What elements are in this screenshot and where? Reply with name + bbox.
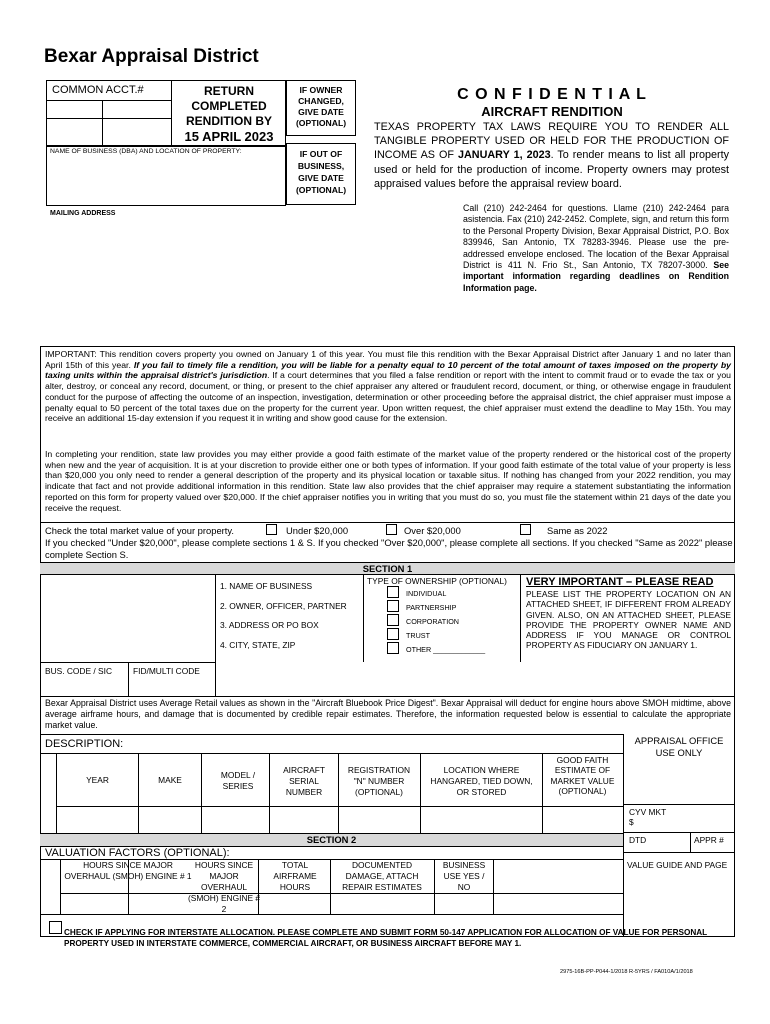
owner-changed-box[interactable]: IF OWNER CHANGED, GIVE DATE (OPTIONAL) (286, 80, 356, 136)
corporation-checkbox[interactable] (387, 614, 399, 626)
important-paragraph: IMPORTANT: This rendition covers property you owned on January 1 of this year. You must file this rendition with the Bexar Appraisal District after January 1 and no later than April 15th of this year. If you fail to timely file a rendition, you will be liable for a penalty equal to 10 percent of the total amount of taxes imposed on the property by taxing units within the appraisal district's jurisdiction. If a court determines that you filed a false rendition or report with the intent to commit fraud or to evade the tax or you alter, destroy, or conceal any record, document, or thing, or present to the chief appraiser any altered or fraudulent record, document, or thing, or otherwise engage in fraudulent conduct for the purpose of affecting the outcome of an inspection, investigation, determination or other proceeding before the appraisal district, the chief appraiser must impose a penalty equal to 50 percent of the total taxes due on the property for the current year. Upon written request, the chief appraiser must extend the deadline to May 15th. You may receive an additional 15-day extension if you request it in writing and show good cause for the extension. (45, 349, 731, 424)
over-20000-checkbox[interactable] (386, 524, 397, 535)
return-by-label: RETURN COMPLETED RENDITION BY 15 APRIL 2023 (184, 84, 274, 144)
page-title: Bexar Appraisal District (44, 46, 259, 67)
over-20000-label: Over $20,000 (404, 525, 461, 536)
owner-officer-partner-label: 2. OWNER, OFFICER, PARTNER (220, 601, 347, 611)
form-code: 2975-16B-PP-P044-1/2018 R-5YRS / FA010A/1/2018 (560, 969, 693, 975)
interstate-allocation-text: CHECK IF APPLYING FOR INTERSTATE ALLOCATION. PLEASE COMPLETE AND SUBMIT FORM 50-147 APPLICATION FOR ALLOCATION OF VALUE FOR PERSONAL PROPERTY USED IN INTERSTATE COMMERCE, COMMERCIAL AIRCRAFT, OR BUSINESS AIRCRAFT BEFORE MAY 1. (64, 928, 708, 948)
interstate-allocation-checkbox[interactable] (49, 921, 62, 934)
very-important-heading: VERY IMPORTANT – PLEASE READ (526, 576, 714, 588)
individual-checkbox[interactable] (387, 586, 399, 598)
section2-header: SECTION 2 (40, 833, 623, 847)
intro-paragraph: TEXAS PROPERTY TAX LAWS REQUIRE YOU TO RENDER ALL TANGIBLE PROPERTY USED OR HELD FOR THE PRODUCTION OF INCOME AS OF JANUARY 1, 2023. To render means to list all property used or held for the production of income. Property owners may protest appraised values before the appraisal review board. (374, 121, 729, 190)
out-of-business-box[interactable]: IF OUT OF BUSINESS, GIVE DATE (OPTIONAL) (286, 143, 356, 205)
trust-checkbox[interactable] (387, 628, 399, 640)
name-of-business-label: NAME OF BUSINESS (DBA) AND LOCATION OF PROPERTY: (50, 148, 242, 155)
under-20000-checkbox[interactable] (266, 524, 277, 535)
dtd-label: DTD (629, 835, 647, 845)
fid-multi-code-label: FID/MULTI CODE (133, 666, 200, 676)
name-of-business-field-label: 1. NAME OF BUSINESS (220, 581, 313, 591)
ownership-type-label: TYPE OF OWNERSHIP (OPTIONAL) (367, 576, 507, 586)
state-law-paragraph: In completing your rendition, state law provides you may either provide a good faith estimate of the market value of the property rendered or the historical cost of the property when new and the year of acquisition. It is at your discretion to provide either one or both types of information. If your good faith estimate of the total value of your property is less than $20,000 you only need to render a general description of the property and its physical location or taxable situs. If nothing has changed from your 2022 rendition, you may indicate that fact and not provide additional information in this rendition. State law also provides that the chief appraiser may require a statement substantiating the information reported on this form for property valued over $20,000. If the chief appraiser notifies you in writing that you must do so, you must file the statement within 21 days of the date you receive the request. (45, 449, 731, 513)
col-smoh-engine2: HOURS SINCE MAJOR OVERHAUL (SMOH) ENGINE # 2 (187, 860, 261, 914)
mailing-address-label: MAILING ADDRESS (50, 210, 116, 217)
description-label: DESCRIPTION: (45, 738, 124, 750)
col-business-use: BUSINESS USE YES / NO (442, 860, 486, 892)
bus-code-label: BUS. CODE / SIC (45, 666, 113, 676)
col-location: LOCATION WHERE HANGARED, TIED DOWN, OR STORED (430, 765, 533, 797)
common-acct-label: COMMON ACCT.# (52, 84, 144, 96)
office-use-label: APPRAISAL OFFICE USE ONLY (634, 735, 724, 758)
aircraft-intro: Bexar Appraisal District uses Average Retail values as shown in the "Aircraft Bluebook Price Digest". Bexar Appraisal will deduct for engine hours above SMOH midtime, above average airframe hours, and damage that is documented by credible repair estimates. Therefore, the information requested below is essential to calculate the appropriate market value. (45, 698, 731, 730)
col-model: MODEL / SERIES (220, 770, 256, 791)
col-smoh-engine1: HOURS SINCE MAJOR OVERHAUL (SMOH) ENGINE # 1 (64, 860, 192, 881)
address-label: 3. ADDRESS OR PO BOX (220, 620, 319, 630)
col-market-value: GOOD FAITH ESTIMATE OF MARKET VALUE (OPTIONAL) (550, 755, 615, 797)
trust-label: TRUST (406, 631, 430, 640)
market-value-instructions: If you checked "Under $20,000", please complete sections 1 & S. If you checked "Over $20,000", please complete all sections. If you checked "Same as 2022" please complete Section S. (45, 537, 733, 560)
other-label: OTHER _____________ (406, 645, 486, 654)
same-as-2022-label: Same as 2022 (547, 525, 608, 536)
same-as-2022-checkbox[interactable] (520, 524, 531, 535)
under-20000-label: Under $20,000 (286, 525, 349, 536)
section1-header: SECTION 1 (40, 562, 735, 575)
col-registration: REGISTRATION "N" NUMBER (OPTIONAL) (347, 765, 411, 797)
confidential-heading: C O N F I D E N T I A L (457, 86, 647, 103)
col-make: MAKE (158, 775, 182, 785)
col-total-airframe: TOTAL AIRFRAME HOURS (273, 860, 317, 892)
value-guide-label: VALUE GUIDE AND PAGE (627, 860, 728, 870)
city-state-zip-label: 4. CITY, STATE, ZIP (220, 640, 296, 650)
valuation-factors-label: VALUATION FACTORS (OPTIONAL): (45, 847, 230, 859)
partnership-label: PARTNERSHIP (406, 603, 457, 612)
contact-paragraph: Call (210) 242-2464 for questions. Llame (210) 242-2464 para asistencia. Fax (210) 242-2452. Complete, sign, and return this form to the Personal Property Division, Bexar Appraisal District, P.O. Box 839946, San Antonio, TX 78283-3946. Please use the pre-addressed envelope enclosed. The location of the Bexar Appraisal District is 411 N. Frio St., San Antonio, TX 78207-3000. See important information regarding deadlines on Rendition Information page. (463, 203, 729, 293)
partnership-checkbox[interactable] (387, 600, 399, 612)
other-checkbox[interactable] (387, 642, 399, 654)
corporation-label: CORPORATION (406, 617, 459, 626)
col-serial: AIRCRAFT SERIAL NUMBER (283, 765, 325, 797)
name-of-business-field[interactable] (46, 146, 286, 206)
appr-label: APPR # (694, 835, 724, 845)
col-documented-damage: DOCUMENTED DAMAGE, ATTACH REPAIR ESTIMATES (342, 860, 422, 892)
col-year: YEAR (86, 775, 109, 785)
market-value-prompt: Check the total market value of your property. (45, 525, 234, 536)
form-title: AIRCRAFT RENDITION (481, 104, 623, 119)
cyv-mkt-label: CYV MKT (629, 807, 667, 817)
individual-label: INDIVIDUAL (406, 589, 447, 598)
dollar-label: $ (629, 817, 634, 827)
very-important-text: PLEASE LIST THE PROPERTY LOCATION ON AN ATTACHED SHEET, IF DIFFERENT FROM ALREADY GIVEN. ALSO, ON AN ATTACHED SHEET, PLEASE PROVIDE THE PROPERTY OWNER NAME AND ADDRESS IF YOU MANAGE OR CONTROL PROPERTY AS FIDUCIARY ON JANUARY 1. (526, 589, 731, 651)
